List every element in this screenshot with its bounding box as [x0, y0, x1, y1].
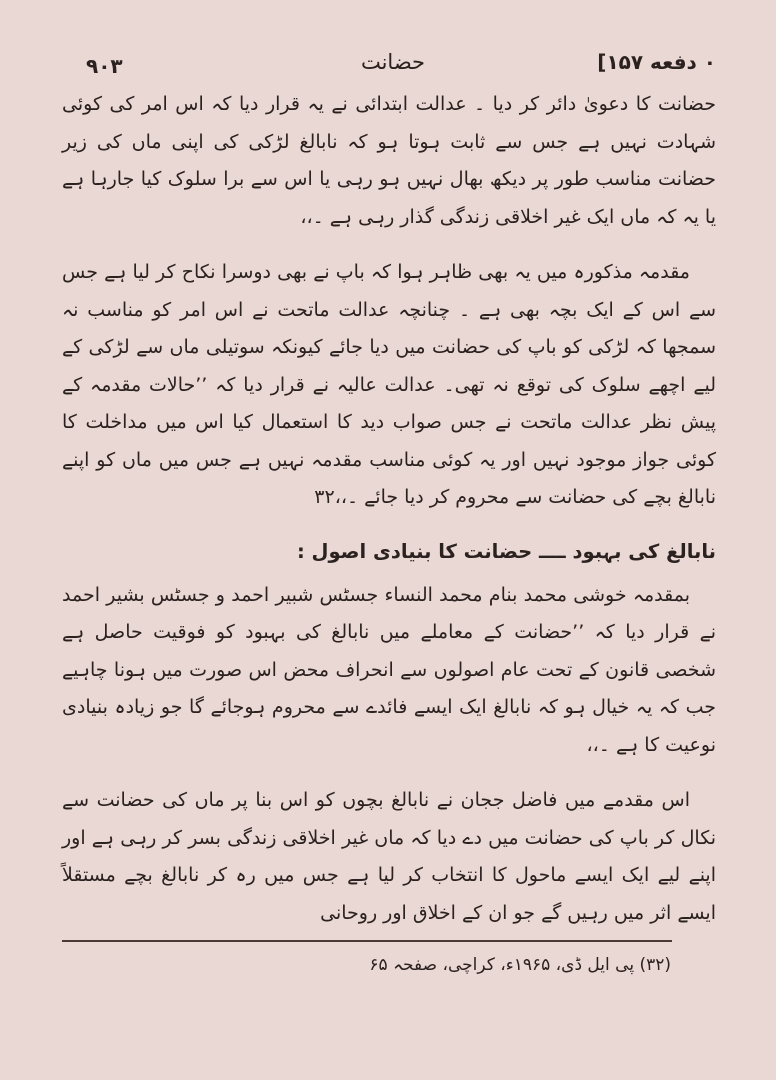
page-header [70, 44, 716, 84]
page-body [62, 86, 716, 950]
footnote-divider [62, 940, 672, 942]
page-number: ۹۰۳ [86, 54, 123, 78]
paragraph-4: اس مقدمے میں فاضل ججان نے نابالغ بچوں کو اس بنا پر ماں کی حضانت سے نکال کر باپ کی حضانت میں دے دیا کہ ماں غیر اخلاقی زندگی بسر کر رہی ہے اور اپنے لیے ایک ایسے ماحول کا انتخاب کر لیا ہے جس میں رہ کر نابالغ بچے مستقلاً ایسے اثر میں رہیں گے جو ان کے اخلاق اور روحانی [62, 789, 716, 924]
footnote: (۳۲) پی ایل ڈی، ۱۹۶۵ء، کراچی، صفحہ ۶۵ [369, 955, 671, 975]
subheading: نابالغ کی بہبود ــــ حضانت کا بنیادی اصول : [296, 539, 716, 563]
paragraph-3: بمقدمہ خوشی محمد بنام محمد النساء جسٹس شبیر احمد و جسٹس بشیر احمد نے قرار دیا کہ ’’حضانت کے معاملے میں نابالغ کی بہبود کو فوقیت حاصل ہے شخصی قانون کے تحت عام اصولوں سے انحراف محض اس صورت میں ہونا چاہیے جب کہ یہ خیال ہو کہ نابالغ ایک ایسے فائدے سے محروم ہوجائے گا جو زیادہ بنیادی نوعیت کا ہے ۔،، [62, 583, 716, 756]
section-dot: ۰ [703, 50, 716, 74]
paragraph-1: حضانت کا دعویٰ دائر کر دیا ۔ عدالت ابتدائی نے یہ قرار دیا کہ اس امر کی کوئی شہادت نہیں ہے جس سے ثابت ہوتا ہو کہ نابالغ لڑکی کی اپنی ماں کی زیر حضانت مناسب طور پر دیکھ بھال نہیں ہو رہی یا اس سے برا سلوک کیا جارہا ہے یا یہ کہ ماں ایک غیر اخلاقی زندگی گذار رہی ہے ۔،، [62, 93, 716, 228]
running-title: حضانت [360, 50, 426, 74]
paragraph-2: مقدمہ مذکورہ میں یہ بھی ظاہر ہوا کہ باپ نے بھی دوسرا نکاح کر لیا ہے جس سے اس کے ایک بچہ بھی ہے ۔ چنانچہ عدالت ماتحت نے اس امر کو مناسب نہ سمجھا کہ لڑکی کو باپ کی حضانت میں دیا جائے کیونکہ سوتیلی ماں سے لڑکی کے لیے اچھے سلوک کی توقع نہ تھی۔ عدالت عالیہ نے قرار دیا کہ ’’حالات مقدمہ کے پیش نظر عدالت ماتحت نے جس صواب دید کا استعمال کیا اس میں مداخلت کا کوئی جواز موجود نہیں اور یہ کوئی مناسب مقدمہ نہیں ہے جس میں ماں کو اپنے نابالغ بچے کی حضانت سے محروم کر دیا جائے ۔،،۳۲ [62, 261, 716, 508]
section-text: دفعه ۱۵۷] [597, 50, 697, 74]
section-label [597, 50, 716, 74]
